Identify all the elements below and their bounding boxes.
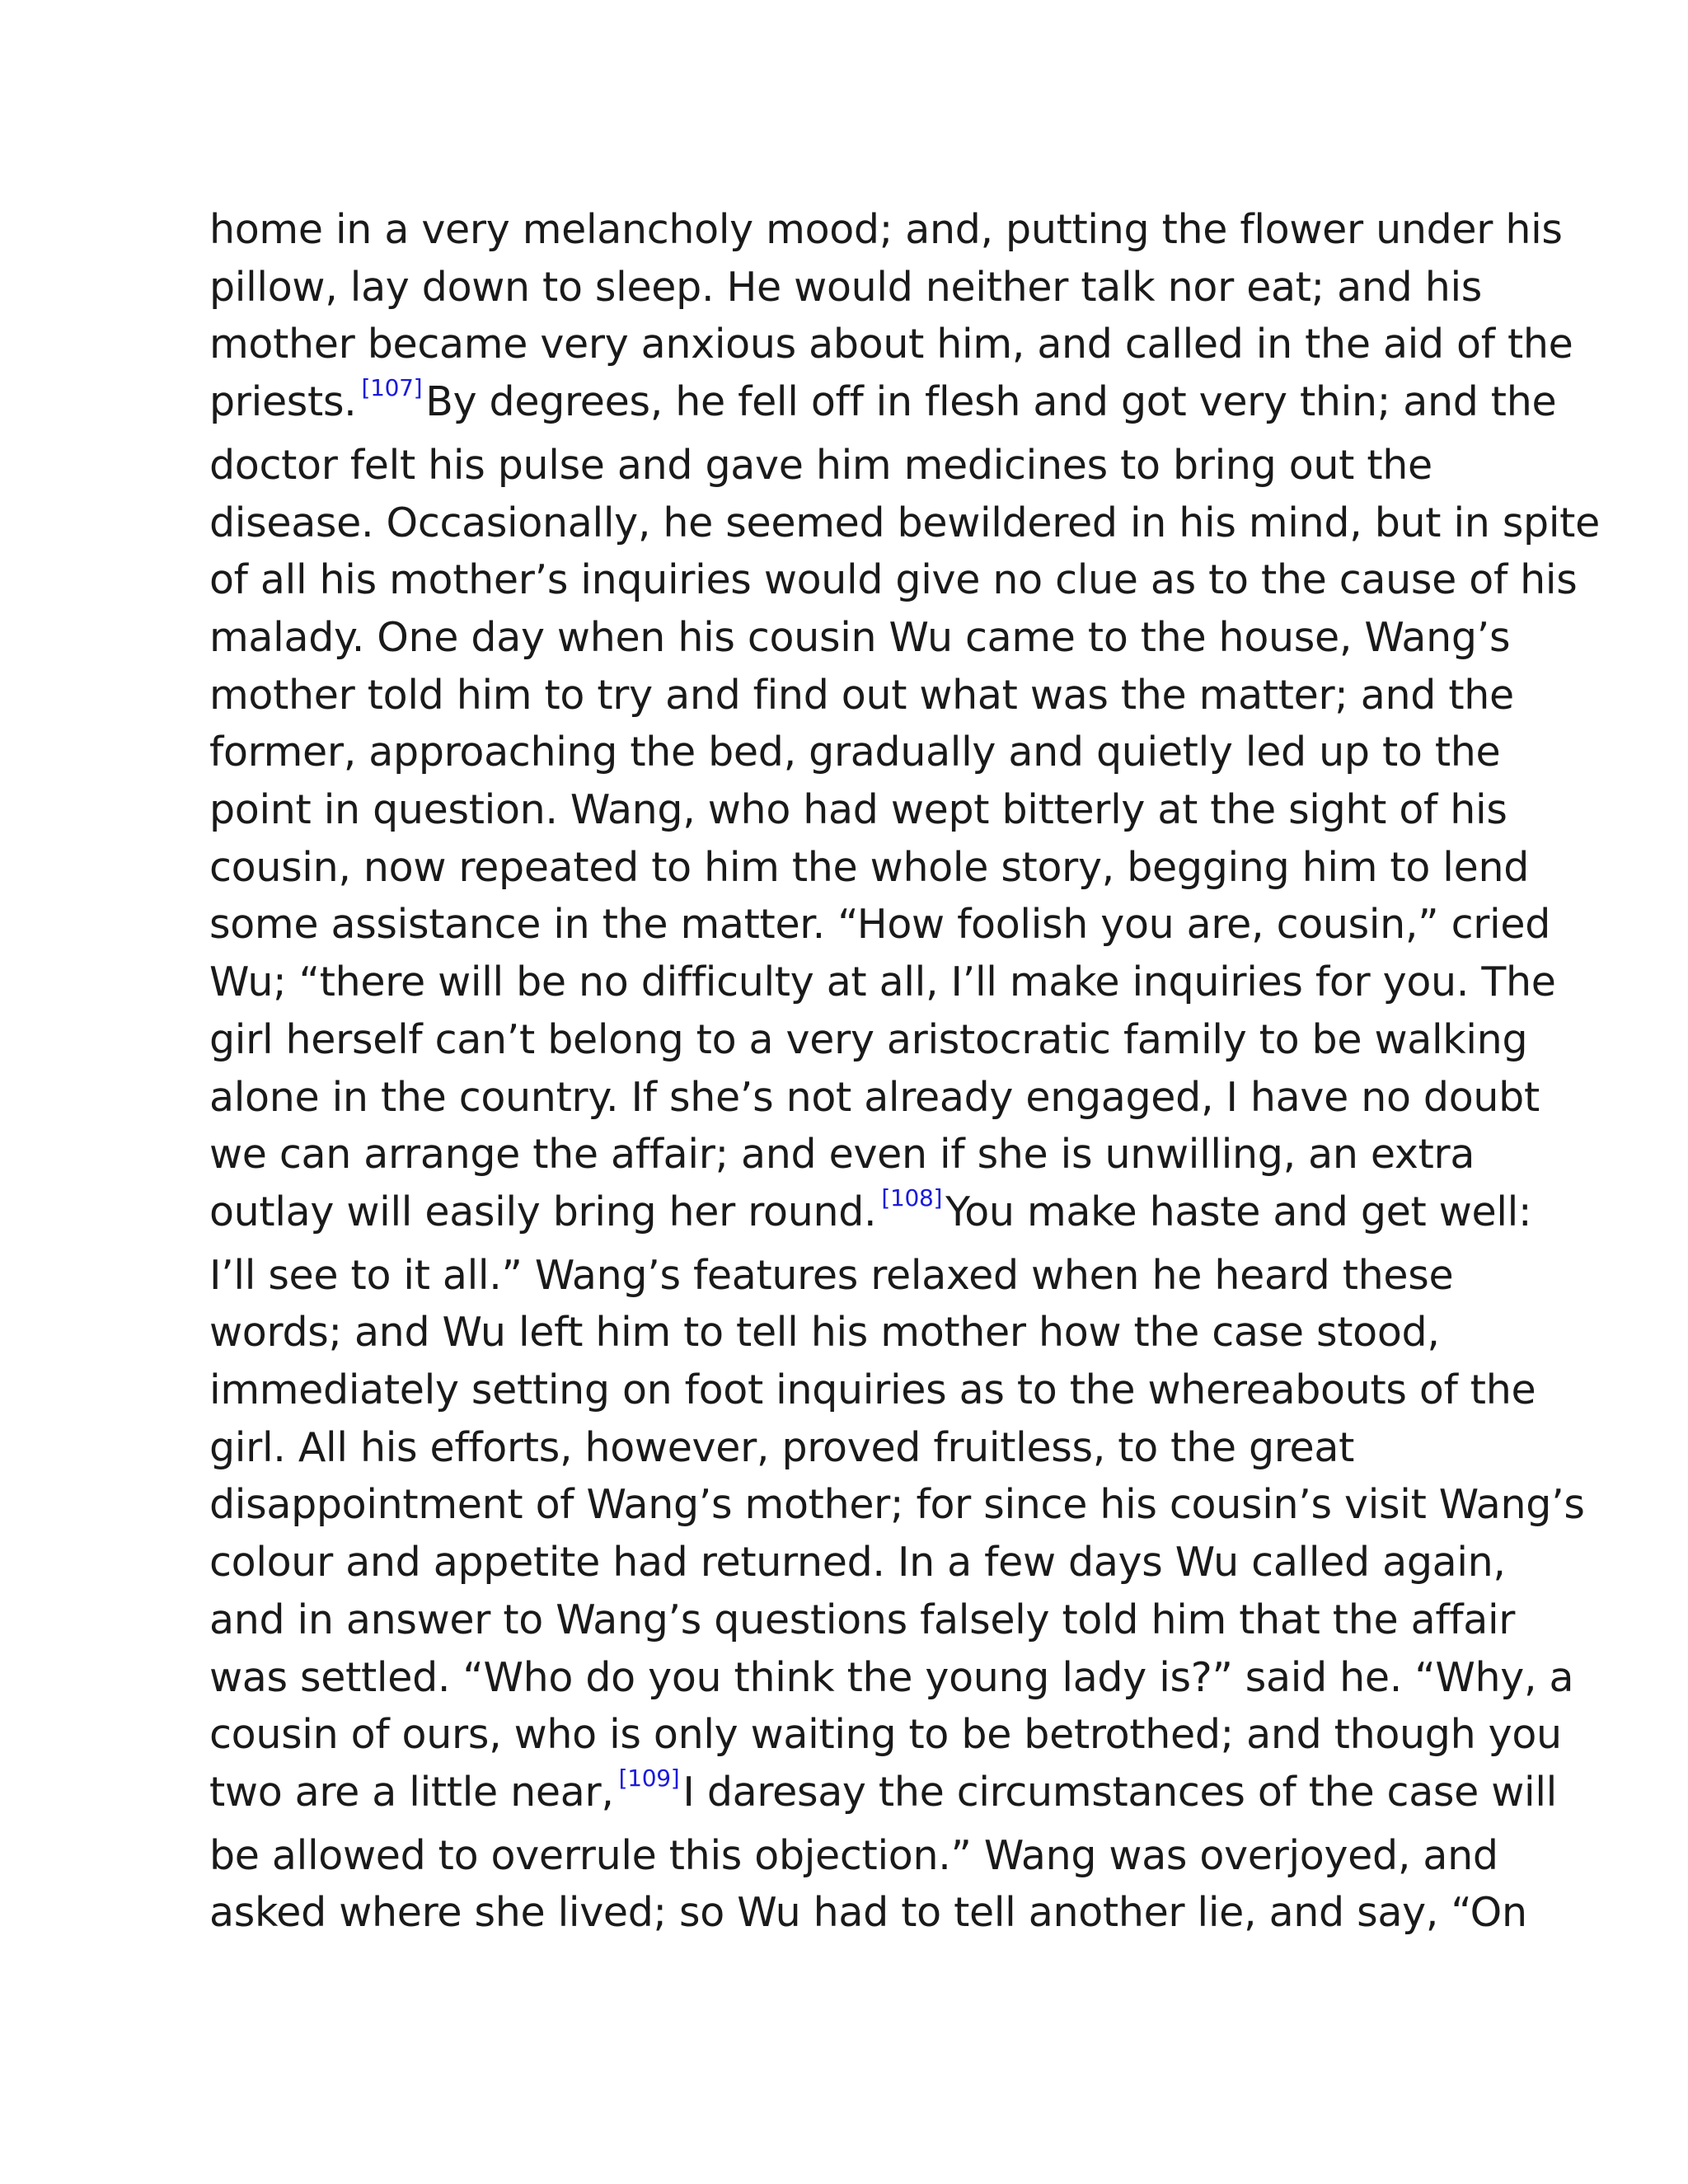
line-text: mother became very anxious about him, and called in the aid of the xyxy=(209,321,1573,368)
text-line xyxy=(209,954,1556,1011)
line-text: some assistance in the matter. “How foolish you are, cousin,” cried xyxy=(209,901,1551,949)
text-line xyxy=(209,1361,1536,1419)
text-line xyxy=(209,839,1530,897)
line-text-after-footnote: By degrees, he fell off in flesh and got very thin; and the xyxy=(425,378,1557,426)
line-text: Wu; “there will be no difficulty at all, I’ll make inquiries for you. The xyxy=(209,958,1556,1006)
line-text: outlay will easily bring her round. xyxy=(209,1188,877,1235)
line-text: point in question. Wang, who had wept bitterly at the sight of his xyxy=(209,786,1507,834)
line-text: girl. All his efforts, however, proved fruitless, to the great xyxy=(209,1423,1355,1471)
text-line xyxy=(209,1183,1532,1247)
line-text-after-footnote: I daresay the circumstances of the case will xyxy=(682,1768,1557,1816)
line-text: pillow, lay down to sleep. He would neither talk nor eat; and his xyxy=(209,263,1483,311)
text-line xyxy=(209,1764,1557,1827)
text-line xyxy=(209,1827,1498,1885)
line-text: immediately setting on foot inquiries as to the whereabouts of the xyxy=(209,1366,1536,1414)
line-text: cousin of ours, who is only waiting to be betrothed; and though you xyxy=(209,1711,1562,1759)
line-text: alone in the country. If she’s not already engaged, I have no doubt xyxy=(209,1073,1540,1121)
line-text: doctor felt his pulse and gave him medicines to bring out the xyxy=(209,441,1432,489)
text-line xyxy=(209,201,1563,259)
text-line xyxy=(209,1304,1495,1361)
line-text: home in a very melancholy mood; and, putting the flower under his xyxy=(209,206,1563,253)
line-text: cousin, now repeated to him the whole story, begging him to lend xyxy=(209,843,1530,891)
line-text: malady. One day when his cousin Wu came to the house, Wang’s xyxy=(209,613,1511,661)
line-text-after-footnote: You make haste and get well: xyxy=(945,1188,1532,1235)
footnote-link[interactable]: [109] xyxy=(618,1764,680,1792)
line-text: we can arrange the affair; and even if she is unwilling, an extra xyxy=(209,1131,1475,1179)
line-text: disease. Occasionally, he seemed bewildered in his mind, but in spite xyxy=(209,499,1600,546)
line-text: two are a little near, xyxy=(209,1768,614,1816)
text-line xyxy=(209,551,1578,609)
body-text xyxy=(209,201,1600,1942)
line-text: of all his mother’s inquiries would give no clue as to the cause of his xyxy=(209,556,1578,604)
text-line xyxy=(209,373,1557,437)
text-line xyxy=(209,1591,1516,1649)
line-text: girl herself can’t belong to a very aristocratic family to be walking xyxy=(209,1015,1528,1063)
text-line xyxy=(209,1069,1540,1127)
line-text: colour and appetite had returned. In a few days Wu called again, xyxy=(209,1539,1506,1586)
line-text: priests. xyxy=(209,378,357,426)
text-line xyxy=(209,609,1511,667)
line-text: asked where she lived; so Wu had to tell another lie, and say, “On xyxy=(209,1889,1527,1937)
footnote-link[interactable]: [108] xyxy=(881,1183,943,1212)
text-line xyxy=(209,1419,1495,1477)
text-line xyxy=(209,437,1495,494)
line-text: and in answer to Wang’s questions falsely told him that the affair xyxy=(209,1596,1516,1643)
text-line xyxy=(209,1884,1527,1942)
text-line xyxy=(209,316,1573,373)
text-line xyxy=(209,1126,1495,1183)
line-text: be allowed to overrule this objection.” Wang was overjoyed, and xyxy=(209,1831,1498,1879)
line-text: I’ll see to it all.” Wang’s features relaxed when he heard these xyxy=(209,1251,1454,1299)
text-line xyxy=(209,1011,1528,1069)
text-line xyxy=(209,259,1495,316)
text-line xyxy=(209,724,1501,781)
text-line xyxy=(209,1476,1585,1534)
text-line xyxy=(209,1247,1495,1305)
line-text: disappointment of Wang’s mother; for since his cousin’s visit Wang’s xyxy=(209,1481,1585,1529)
text-line xyxy=(209,896,1551,954)
text-line xyxy=(209,781,1507,839)
text-line xyxy=(209,1649,1574,1707)
line-text: mother told him to try and find out what was the matter; and the xyxy=(209,671,1514,719)
line-text: was settled. “Who do you think the young lady is?” said he. “Why, a xyxy=(209,1653,1574,1701)
text-line xyxy=(209,1706,1562,1764)
line-text: words; and Wu left him to tell his mother how the case stood, xyxy=(209,1309,1440,1357)
text-line xyxy=(209,1534,1506,1591)
text-line xyxy=(209,494,1600,552)
line-text: former, approaching the bed, gradually and quietly led up to the xyxy=(209,729,1501,776)
text-line xyxy=(209,667,1514,724)
footnote-link[interactable]: [107] xyxy=(361,374,423,402)
